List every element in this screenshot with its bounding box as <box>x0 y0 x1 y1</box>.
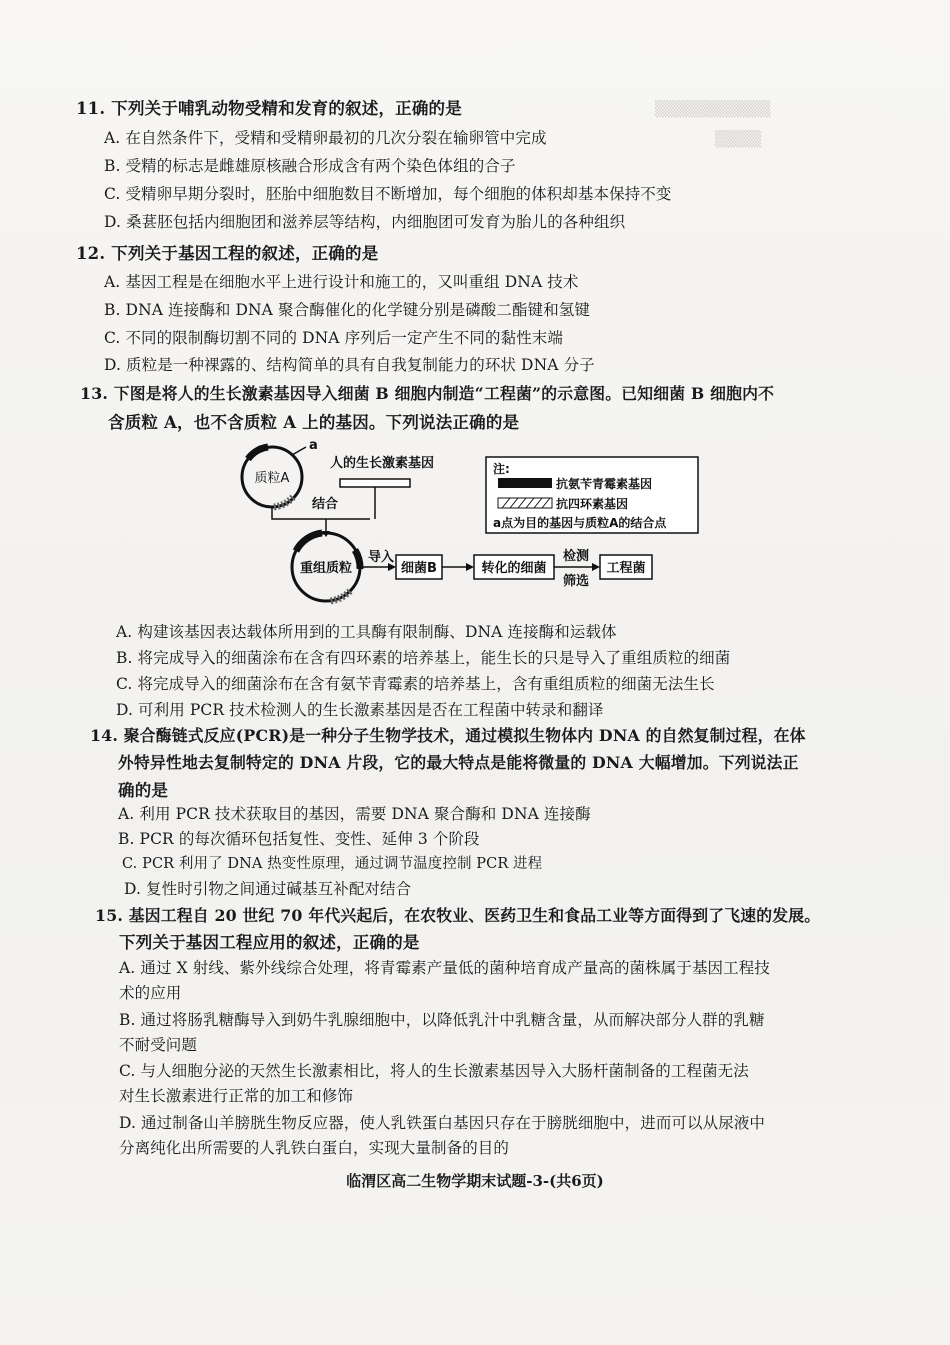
genetic-engineering-diagram <box>230 435 710 605</box>
exam-page: ▒▒▒▒▒▒▒▒▒▒ ▒▒▒▒ 11. 下列关于哺乳动物受精和发育的叙述，正确的是 A. 在自然条件下，受精和受精卵最初的几次分裂在输卵管中完成 B. 受精的标志是雌雄原核融合形成含有两个染色体组的合子 C. 受精卵早期分裂时，胚胎中细胞数目不断增加，每个细胞的体积却基本保持不变 D. 桑葚胚包括内细胞团和滋养层等结构，内细胞团可发育为胎儿的各种组织 12. 下列关于基因工程的叙述，正确的是 A. 基因工程是在细胞水平上进行设计和施工的，又叫重组 DNA 技术 B. DNA 连接酶和 DNA 聚合酶催化的化学键分别是磷酸二酯键和氢键 C. 不同的限制酶切割不同的 DNA 序列后一定产生不同的黏性末端 D. 质粒是一种裸露的、结构简单的具有自我复制能力的环状 DNA 分子 13. 下图是将人的生长激素基因导入细菌 B 细胞内制造“工程菌”的示意图。已知细菌 B 细胞内不 含质粒 A，也不含质粒 A 上的基因。下列说法正确的是 质粒A a 人的生长激素基因 结合 重组质粒 导入 细菌B 转化的细菌 检测 筛选 工程菌 注: 抗氨苄青霉素基因 抗四环素基因 a点为目的基因与质粒A的结合点 A. 构建该基因表达载体所用到的工具酶有限制酶、DNA 连接酶和运载体 B. 将完成导入的细菌涂布在含有四环素的培养基上，能生长的只是导入了重组质粒的细菌 C. 将完成导入的细菌涂布在含有氨苄青霉素的培养基上，含有重组质粒的细菌无法生长 D. 可利用 PCR 技术检测人的生长激素基因是否在工程菌中转录和翻译 14. 聚合酶链式反应(PCR)是一种分子生物学技术，通过模拟生物体内 DNA 的自然复制过程，在体 外特异性地去复制特定的 DNA 片段，它的最大特点是能将微量的 DNA 大幅增加。下列说法正 确的是 A. 利用 PCR 技术获取目的基因，需要 DNA 聚合酶和 DNA 连接酶 B. PCR 的每次循环包括复性、变性、延伸 3 个阶段 C. PCR 利用了 DNA 热变性原理，通过调节温度控制 PCR 进程 D. 复性时引物之间通过碱基互补配对结合 15. 基因工程自 20 世纪 70 年代兴起后，在农牧业、医药卫生和食品工业等方面得到了飞速的发展。 下列关于基因工程应用的叙述，正确的是 A. 通过 X 射线、紫外线综合处理，将青霉素产量低的菌种培育成产量高的菌株属于基因工程技 术的应用 B. 通过将肠乳糖酶导入到奶牛乳腺细胞中，以降低乳汁中乳糖含量，从而解决部分人群的乳糖 不耐受问题 C. 与人细胞分泌的天然生长激素相比，将人的生长激素基因导入大肠杆菌制备的工程菌无法 对生长激素进行正常的加工和修饰 D. 通过制备山羊膀胱生物反应器，使人乳铁蛋白基因只存在于膀胱细胞中，进而可以从尿液中 分离纯化出所需要的人乳铁白蛋白，实现大量制备的目的 临渭区高二生物学期末试题-3-(共6页) <box>0 0 950 1345</box>
legend-amp: 抗氨苄青霉素基因 <box>556 477 653 491</box>
option-c: C. PCR 利用了 DNA 热变性原理，通过调节温度控制 PCR 进程 <box>122 856 543 872</box>
site-a-label: a <box>309 438 318 453</box>
option-a-line-1: A. 通过 X 射线、紫外线综合处理，将青霉素产量低的菌种培育成产量高的菌株属于基因工程技 <box>119 959 770 977</box>
option-c-line-1: C. 与人细胞分泌的天然生长激素相比，将人的生长激素基因导入大肠杆菌制备的工程菌无法 <box>119 1062 749 1080</box>
amp-legend-swatch <box>498 478 552 488</box>
option-d-line-1: D. 通过制备山羊膀胱生物反应器，使人乳铁蛋白基因只存在于膀胱细胞中，进而可以从尿液中 <box>119 1114 766 1132</box>
option-a-line-2: 术的应用 <box>119 984 182 1002</box>
detect-label: 检测 <box>562 549 590 564</box>
legend <box>486 457 698 533</box>
option-a: A. 基因工程是在细胞水平上进行设计和施工的，又叫重组 DNA 技术 <box>104 273 579 291</box>
page-footer: 临渭区高二生物学期末试题-3-(共6页) <box>346 1172 604 1190</box>
gene-label: 人的生长激素基因 <box>330 456 435 471</box>
option-c-line-2: 对生长激素进行正常的加工和修饰 <box>119 1087 354 1105</box>
option-d: D. 质粒是一种裸露的、结构简单的具有自我复制能力的环状 DNA 分子 <box>104 356 595 374</box>
combine-label: 结合 <box>312 497 339 512</box>
gh-gene-bar <box>340 479 410 487</box>
engineered-label: 工程菌 <box>606 561 646 576</box>
question-stem-line-1: 15. 基因工程自 20 世纪 70 年代兴起后，在农牧业、医药卫生和食品工业等方面得到了飞速的发展。 <box>95 906 821 925</box>
option-b: B. 受精的标志是雌雄原核融合形成含有两个染色体组的合子 <box>104 157 516 175</box>
option-c: C. 受精卵早期分裂时，胚胎中细胞数目不断增加，每个细胞的体积却基本保持不变 <box>104 185 672 203</box>
amp-resistance-segment <box>248 447 268 459</box>
option-c: C. 将完成导入的细菌涂布在含有氨苄青霉素的培养基上，含有重组质粒的细菌无法生长 <box>116 675 715 693</box>
question-stem-line-2: 含质粒 A，也不含质粒 A 上的基因。下列说法正确的是 <box>108 413 520 432</box>
option-d: D. 复性时引物之间通过碱基互补配对结合 <box>124 880 412 898</box>
question-stem-line-2: 下列关于基因工程应用的叙述，正确的是 <box>119 933 420 952</box>
plasmid-a <box>242 447 302 507</box>
plasmid-label: 质粒A <box>254 471 290 486</box>
screen-label: 筛选 <box>562 574 590 589</box>
option-d-line-2: 分离纯化出所需要的人乳铁白蛋白，实现大量制备的目的 <box>119 1139 510 1157</box>
option-a: A. 在自然条件下，受精和受精卵最初的几次分裂在输卵管中完成 <box>104 129 547 147</box>
recombinant-label: 重组质粒 <box>299 561 353 576</box>
question-stem: 11. 下列关于哺乳动物受精和发育的叙述，正确的是 <box>76 99 462 118</box>
question-stem-line-1: 14. 聚合酶链式反应(PCR)是一种分子生物学技术，通过模拟生物体内 DNA 的自然复制过程，在体 <box>90 726 806 745</box>
recombinant-plasmid <box>292 533 360 601</box>
option-b-line-1: B. 通过将肠乳糖酶导入到奶牛乳腺细胞中，以降低乳汁中乳糖含量，从而解决部分人群的乳糖 <box>119 1011 765 1029</box>
question-stem-line-2: 外特异性地去复制特定的 DNA 片段，它的最大特点是能将微量的 DNA 大幅增加。下列说法正 <box>118 753 799 772</box>
transformed-label: 转化的细菌 <box>481 561 547 576</box>
option-d: D. 可利用 PCR 技术检测人的生长激素基因是否在工程菌中转录和翻译 <box>116 701 604 719</box>
bacteria-b-label: 细菌B <box>401 561 437 576</box>
question-stem-line-1: 13. 下图是将人的生长激素基因导入细菌 B 细胞内制造“工程菌”的示意图。已知细菌 B 细胞内不 <box>80 384 775 403</box>
question-stem-line-3: 确的是 <box>118 781 169 800</box>
legend-title: 注: <box>493 462 510 476</box>
option-a: A. 构建该基因表达载体所用到的工具酶有限制酶、DNA 连接酶和运载体 <box>116 623 617 641</box>
option-b: B. DNA 连接酶和 DNA 聚合酶催化的化学键分别是磷酸二酯键和氢键 <box>104 301 590 319</box>
question-stem: 12. 下列关于基因工程的叙述，正确的是 <box>76 244 379 263</box>
option-a: A. 利用 PCR 技术获取目的基因，需要 DNA 聚合酶和 DNA 连接酶 <box>118 805 591 823</box>
option-b: B. 将完成导入的细菌涂布在含有四环素的培养基上，能生长的只是导入了重组质粒的细菌 <box>116 649 731 667</box>
option-c: C. 不同的限制酶切割不同的 DNA 序列后一定产生不同的黏性末端 <box>104 329 564 347</box>
legend-tet: 抗四环素基因 <box>556 497 629 511</box>
legend-note: a点为目的基因与质粒A的结合点 <box>493 516 667 530</box>
import-label: 导入 <box>368 550 395 565</box>
option-d: D. 桑葚胚包括内细胞团和滋养层等结构，内细胞团可发育为胎儿的各种组织 <box>104 213 626 231</box>
option-b: B. PCR 的每次循环包括复性、变性、延伸 3 个阶段 <box>118 830 480 848</box>
option-b-line-2: 不耐受问题 <box>119 1036 198 1054</box>
